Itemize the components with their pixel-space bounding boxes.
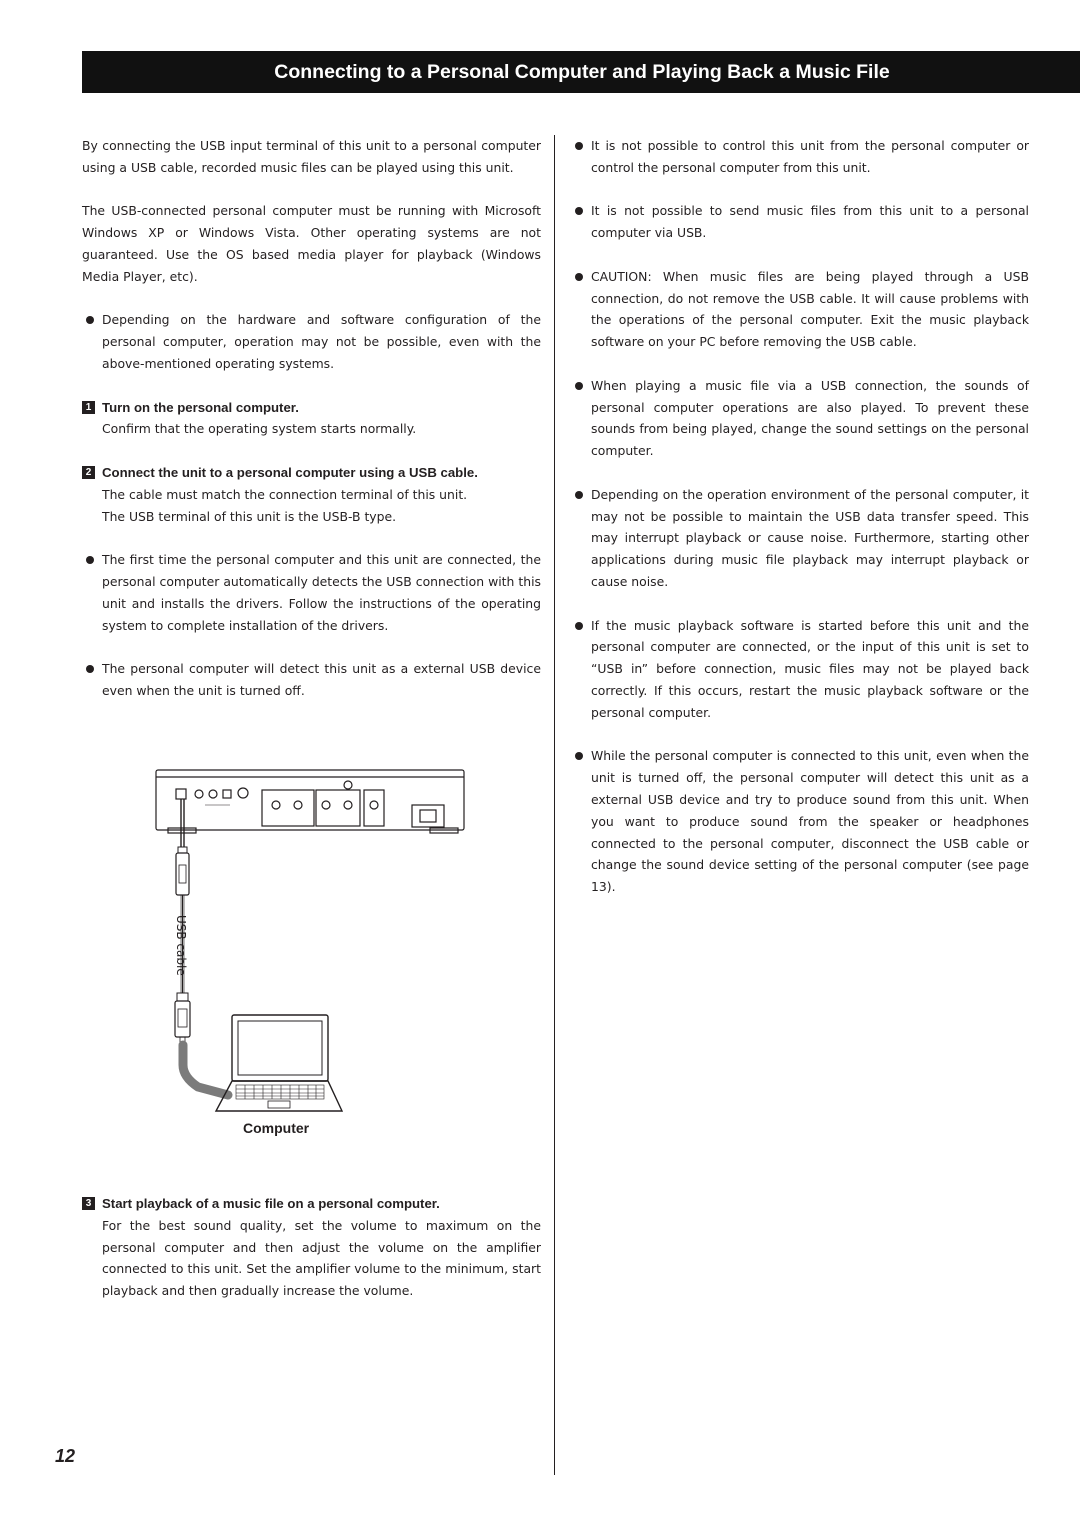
bullet-item bbox=[571, 200, 1029, 244]
column-divider bbox=[554, 135, 555, 1475]
step-2-heading bbox=[82, 462, 541, 484]
bullet-text: While the personal computer is connected to this unit, even when the unit is turned off, the personal computer will detect this unit as a external USB device and try to produce sound from this unit. When you want to produce sound from the speaker or headphones connected to the personal computer, disconnect the USB cable or change the sound device setting of the personal computer (see page 13). bbox=[591, 748, 1029, 895]
step-3-body: For the best sound quality, set the volume to maximum on the personal computer and then adjust the volume on the amplifier connected to this unit. Set the amplifier volume to the minimum, start playback and then gradually increase the volume. bbox=[102, 1217, 541, 1299]
bullet-dot-icon bbox=[575, 622, 583, 630]
right-column bbox=[571, 135, 1029, 898]
bullet-text: CAUTION: When music files are being played through a USB connection, do not remove the USB cable. It will cause problems with the operations of the personal computer. Exit the music playback software on your PC before removing the USB cable. bbox=[591, 268, 1029, 350]
step-3-heading bbox=[82, 1193, 541, 1215]
bullet-item bbox=[571, 484, 1029, 593]
bullet-item bbox=[82, 549, 541, 636]
left-column bbox=[82, 135, 541, 702]
bullet-text: It is not possible to control this unit from the personal computer or control the personal computer from this unit. bbox=[591, 138, 1029, 175]
connection-illustration bbox=[150, 765, 480, 1125]
usb-cable-label: USB cable bbox=[174, 915, 188, 976]
bullet-item bbox=[82, 309, 541, 374]
bullet-item bbox=[82, 658, 541, 702]
computer-label: Computer bbox=[243, 1120, 310, 1136]
bullet-text: When playing a music file via a USB connection, the sounds of personal computer operations are also played. To prevent these sounds from being played, change the sound settings on the personal computer. bbox=[591, 377, 1029, 459]
bullet-text: Depending on the operation environment of the personal computer, it may not be possible to maintain the USB data transfer speed. This may interrupt playback or cause noise. Furthermore, starting other applications during music file playback may interrupt playback or cause noise. bbox=[591, 486, 1029, 589]
usb-connection-diagram bbox=[150, 765, 480, 1125]
bullet-dot-icon bbox=[575, 273, 583, 281]
step-3 bbox=[82, 1193, 541, 1302]
bullet-item bbox=[571, 745, 1029, 898]
bullet-dot-icon bbox=[575, 382, 583, 390]
page-title: Connecting to a Personal Computer and Playing Back a Music File bbox=[82, 51, 1080, 93]
step-2-body-line-2: The USB terminal of this unit is the USB-B type. bbox=[102, 508, 397, 524]
bullet-text: Depending on the hardware and software configuration of the personal computer, operation may not be possible, even with the above-mentioned operating systems. bbox=[102, 312, 541, 371]
bullet-item bbox=[571, 375, 1029, 462]
step-2-title: Connect the unit to a personal computer using a USB cable. bbox=[102, 464, 478, 480]
laptop-icon bbox=[216, 1015, 342, 1111]
bullet-text: The first time the personal computer and this unit are connected, the personal computer automatically detects the USB connection with this unit and installs the drivers. Follow the instructions of the operating system to complete installation of the drivers. bbox=[102, 552, 541, 633]
bullet-item bbox=[571, 615, 1029, 724]
step-1-heading bbox=[82, 397, 541, 419]
intro-paragraph-2: The USB-connected personal computer must be running with Microsoft Windows XP or Windows Vista. Other operating systems are not guaranteed. Use the OS based media player for playback (Windows Media Player, etc). bbox=[82, 203, 541, 284]
bullet-dot-icon bbox=[86, 316, 94, 324]
bullet-dot-icon bbox=[575, 491, 583, 499]
bullet-item bbox=[571, 135, 1029, 179]
step-3-title: Start playback of a music file on a personal computer. bbox=[102, 1196, 440, 1211]
step-number-badge: 3 bbox=[82, 1197, 95, 1210]
step-1-title: Turn on the personal computer. bbox=[102, 399, 299, 415]
bullet-text: It is not possible to send music files from this unit to a personal computer via USB. bbox=[591, 203, 1029, 241]
unit-rear-panel-icon bbox=[156, 770, 464, 833]
bullet-dot-icon bbox=[86, 556, 94, 564]
bullet-item bbox=[571, 266, 1029, 353]
step-number-badge: 2 bbox=[82, 466, 95, 479]
step-1-body: Confirm that the operating system starts normally. bbox=[102, 421, 417, 437]
intro-paragraph-1: By connecting the USB input terminal of this unit to a personal computer using a USB cable, recorded music files can be played using this unit. bbox=[82, 138, 541, 175]
bullet-text: If the music playback software is started before this unit and the personal computer are connected, or the input of this unit is set to “USB in” before connection, music files may not be played back correctly. If this occurs, restart the music playback software or the personal computer. bbox=[591, 617, 1029, 720]
bullet-dot-icon bbox=[575, 752, 583, 760]
step-number-badge: 1 bbox=[82, 401, 95, 414]
step-2-body-line-1: The cable must match the connection terminal of this unit. bbox=[102, 486, 468, 502]
bullet-text: The personal computer will detect this unit as a external USB device even when the unit is turned off. bbox=[102, 661, 541, 698]
bullet-dot-icon bbox=[575, 142, 583, 150]
bullet-dot-icon bbox=[86, 665, 94, 673]
page-number: 12 bbox=[55, 1446, 76, 1466]
bullet-dot-icon bbox=[575, 207, 583, 215]
